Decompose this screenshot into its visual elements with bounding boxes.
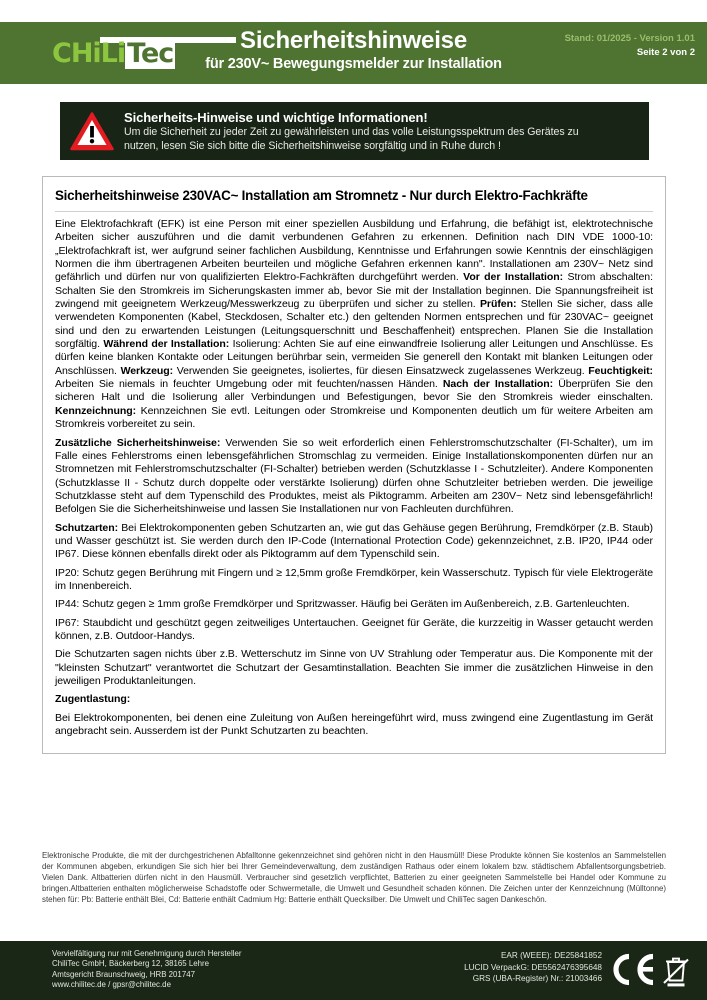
inline-heading: Feuchtigkeit: [588,364,653,377]
paragraph-schutzarten-hinweis: Die Schutzarten sagen nichts über z.B. Wetterschutz im Sinne von UV Strahlung oder Temperatur aus. Die Komponente mit der "kleinsten Schutzart" verantwortet die Schutzart der Gesamtinstallation. Beachten Sie immer die zusätzlichen Hinweise in den jeweiligen Produktanleitungen. [55,648,653,687]
paragraph-zusaetzliche-sicherheitshinweise: Zusätzliche Sicherheitshinweise: Verwenden Sie so weit erforderlich einen Fehlerstromschutzschalter (FI-Schalter), um im Falle eines Fehlerstroms einen lebensgefährlichen Stromschlag zu vermeiden. Einige Installationskomponenten dürfen nur an Stromnetzen mit Fehlerstromschutzschalter (FI-Schalter) betrieben werden (Schutzklasse I - Schutzleiter). Andere Komponenten (Schutzklasse II - Schutz durch doppelte oder verstärkte Isolierung) dürfen ohne Schutzleiter betrieben werden. Die jeweilige Schutzklasse steht auf dem Typenschild des Produktes, meist als Piktogramm. Arbeiten am 230V~ Netz sind lebensgefährlich! Befolgen Sie die Sicherheitshinweise und lassen Sie Installationen nur von Fachleuten durchführen. [55,436,653,516]
header-meta [565,32,695,60]
footer-right-line: LUCID VerpackG: DE5562476395648 [464,962,602,972]
logo-wordmark [52,39,175,68]
inline-heading: Schutzarten: [55,521,119,534]
footer-website-link[interactable]: www.chilitec.de / gpsr@chilitec.de [52,980,171,990]
inline-heading: Während der Installation: [103,338,230,351]
inline-heading: Zugentlastung: [55,693,131,706]
safety-instructions-box [42,176,666,754]
page-title: Sicherheitshinweise [240,27,467,54]
paragraph-ip67: IP67: Staubdicht und geschützt gegen zeitweiliges Untertauchen. Geeignet für Geräte, die kurzzeitig in Wasser getaucht werden können, z.B. Outdoor-Handys. [55,616,653,642]
warning-line-1: Um die Sicherheit zu jeder Zeit zu gewährleisten und das volle Leistungsspektrum des Gerätes zu [124,125,579,138]
footer-registration-info [464,950,602,985]
warning-text-block [124,109,649,153]
paragraph-zugentlastung-heading [55,693,653,706]
ce-mark-icon [607,953,657,986]
warning-triangle-icon [60,112,124,151]
page-number: Seite 2 von 2 [636,47,695,58]
inline-heading: Werkzeug: [120,364,174,377]
safety-warning-banner [60,102,649,160]
footer-left-line: Amtsgericht Braunschweig, HRB 201747 [52,969,195,979]
logo-chili-text: CHiLi [52,38,126,69]
footer-left-line: ChiliTec GmbH, Bäckerberg 12, 38165 Lehre [52,959,210,969]
paragraph-schutzarten: Schutzarten: Bei Elektrokomponenten geben Schutzarten an, wie gut das Gehäuse gegen Berührung, Fremdkörper (z.B. Staub) und Wasser geschützt ist. Sie werden durch den IP-Code (International Protection Code) gekennzeichnet, z.B. IP20, IP44 oder IP67. Diese können ebenfalls direkt oder als Piktogramm auf dem Typenschild sein. [55,521,653,561]
chilitec-logo [52,36,237,70]
page-subtitle: für 230V~ Bewegungsmelder zur Installation [205,56,502,72]
page-header [0,22,707,84]
inline-heading: Vor der Installation: [463,271,564,284]
warning-line-2: nutzen, lesen Sie sich bitte die Sicherheitshinweise sorgfältig und in Ruhe durch ! [124,139,501,152]
footer-right-line: EAR (WEEE): DE25841852 [500,951,602,960]
paragraph-ip20: IP20: Schutz gegen Berührung mit Fingern und ≥ 12,5mm große Fremdkörper, kein Wasserschutz. Typisch für viele Elektrogeräte im Innenbereich. [55,566,653,592]
page-footer [0,941,707,1000]
inline-heading: Zusätzliche Sicherheitshinweise: [55,436,221,449]
footer-company-info [52,949,241,991]
paragraph-ip44: IP44: Schutz gegen ≥ 1mm große Fremdkörper und Spritzwasser. Häufig bei Geräten im Außenbereich, z.B. Gartenleuchten. [55,598,630,611]
footer-right-line: GRS (UBA-Register) Nr.: 21003466 [472,974,602,984]
inline-heading: Kennzeichnung: [55,404,137,417]
paragraph-zugentlastung-body: Bei Elektrokomponenten, bei denen eine Zuleitung von Außen hereingeführt wird, muss zwingend eine Zugentlastung im Gerät angebracht sein. Ausserdem ist der Punkt Schutzarten zu beachten. [55,711,653,738]
document-version: Stand: 01/2025 - Version 1.01 [564,33,695,44]
title-divider [55,211,653,212]
inline-heading: Nach der Installation: [442,378,554,391]
weee-crossed-bin-icon [661,954,691,987]
inline-heading: Prüfen: [479,298,517,311]
warning-title: Sicherheits-Hinweise und wichtige Informationen! [124,109,428,125]
certification-marks [607,953,693,987]
paragraph-efk-definition: Eine Elektrofachkraft (EFK) ist eine Person mit einer speziellen Ausbildung und Erfahrung, die befähigt ist, elektrotechnische Arbeiten sicher auszuführen und die damit verbundenen Gefahren zu erkennen. Definition nach DIN VDE 1000-10: „Elektrofachkraft ist, wer aufgrund seiner fachlichen Ausbildung, Kenntnisse und Erfahrungen sowie Kenntnis der einschlägigen Normen die ihm übertragenen Arbeiten beurteilen und mögliche Gefahren erkennen kann". Installationen am 230V~ Netz sind gefährlich und dürfen nur von qualifizierten Elektro-Fachkräften durchgeführt werden. Vor der Installation: Strom abschalten: Schalten Sie den Stromkreis im Sicherungskasten immer ab, bevor Sie mit der Installation beginnen. Die Spannungsfreiheit ist zwingend mit geeignetem Werkzeug/Messwerkzeug zu überprüfen und sicher zu stellen. Prüfen: Stellen Sie sicher, dass alle verwendeten Komponenten (Kabel, Steckdosen, Schalter etc.) den geltenden Normen entsprechen und für 230VAC~ geeignet sind und den zu erwartenden Leistungen (Leitungsquerschnitt und Beschaffenheit) entsprechen. Planen Sie die Installation sorgfältig. Während der Installation: Isolierung: Achten Sie auf eine einwandfreie Isolierung aller Leitungen und Anschlüsse. Es dürfen keine blanken Kontakte oder Leitungen berührbar sein, vermeiden Sie generell den Kontakt mit blanken Leitungen oder Anschlüssen. Werkzeug: Verwenden Sie geeignetes, isoliertes, für diesen Einsatzweck zugelassenes Werkzeug. Feuchtigkeit: Arbeiten Sie niemals in feuchter Umgebung oder mit feuchten/nassen Händen. Nach der Installation: Überprüfen Sie den sicheren Halt und die Isolierung aller Verbindungen und Befestigungen, bevor Sie den Stromkreis wieder einschalten. Kennzeichnung: Kennzeichnen Sie evtl. Leitungen oder Stromkreise und Komponenten deutlich um für weitere Arbeiten am Stromkreis vorbereitet zu sein. [55,218,653,431]
logo-tec-text: Tec [127,38,174,69]
paragraph-list [55,218,653,738]
footer-left-line: Vervielfältigung nur mit Genehmigung durch Hersteller [52,949,242,958]
section-title: Sicherheitshinweise 230VAC~ Installation am Stromnetz - Nur durch Elektro-Fachkräfte [55,188,588,203]
disposal-notice: Elektronische Produkte, die mit der durchgestrichenen Abfalltonne gekennzeichnet sind gehören nicht in den Hausmüll! Diese Produkte können Sie kostenlos an Sammelstellen der Kommunen abgeben, erkundigen Sie sich hier bei Ihrer Gemeindeverwaltung, dem zuständigen Rathaus oder einem lokalem bzw. städtischem Abfallentsorgungsbetrieb. Vielen Dank. Altbatterien dürfen nicht in den Hausmüll. Verbraucher sind gesetzlich verpflichtet, Batterien zu einer geeigneten Sammelstelle bei Handel oder Kommune zu bringen.Altbatterien enthalten möglicherweise Schadstoffe oder Schwermetalle, die Umwelt und Gesundheit schaden können. Die Zeichen unter der Kennzeichnung (Mülltonne) stehen für: Pb: Batterie enthält Blei, Cd: Batterie enthält Cadmium Hg: Batterie enthält Quecksilber. Die Umwelt und ChiliTec sagen Dankeschön. [42,851,666,904]
